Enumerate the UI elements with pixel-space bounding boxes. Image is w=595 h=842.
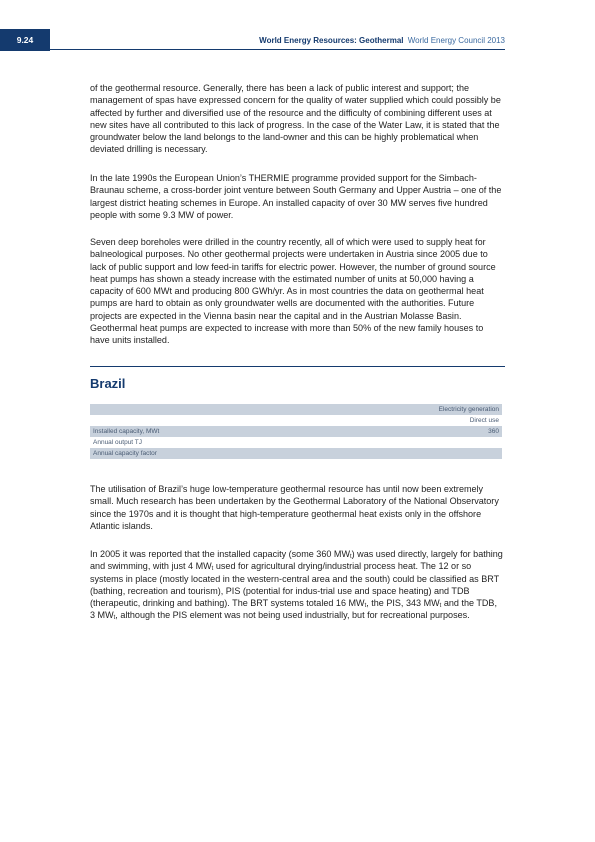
unit-subscript: t: [439, 603, 442, 610]
text-run: , although the PIS element was not being used industrially, but for recreational purposes.: [115, 610, 470, 621]
paragraph: [90, 548, 504, 622]
paragraph: of the geothermal resource. Generally, there has been a lack of public interest and support; the management of spas have expressed concern for the quality of water supplied which could possibly be affected by further and diversified use of the resource and the difficulty of combining different uses at new sites have all contributed to this lack of progress. In the case of the Water Law, it is stated that the groundwater below the land belongs to the land-owner and this can be highly problematical when deviated drilling is necessary.: [90, 83, 501, 155]
text-run: used for agricultural drying/industrial process heat. The 12 or so systems in place (mostly located in the western-central area and the south) could be classified as BRT (bathing, recreation and tourism), PIS (potential for indus-trial use and space heating) and TDB (therapeutic, drinking and bathing). The BRT systems totaled 16 MW: [90, 561, 499, 609]
row-value: [305, 448, 502, 459]
text-run: and the TDB, 3 MW: [90, 598, 497, 621]
paragraph: Seven deep boreholes were drilled in the country recently, all of which were used to supply heat for balneological purposes. No other geothermal projects were undertaken in Austria since 2005 due to lack of public support and low feed-in tariffs for electric power. However, the number of ground source heat pumps has shown a steady increase with the estimated number of units at 50,000 having a capacity of 600 MWt and producing 800 GWh/yr. As in most countries the data on geothermal heat pumps are hard to obtain as only groundwater wells are documented with the authorities. Future projects are expected in the Vienna basin near the capital and in the Austrian Molasse Basin. Geothermal heat pumps are expected to increase with more than 50% of the new family houses to have units installed.: [90, 237, 496, 346]
table-row: [90, 448, 502, 459]
paragraph-boreholes: [90, 236, 504, 347]
paragraph-brazil-capacity: [90, 548, 504, 622]
table-row: [90, 437, 502, 448]
header-section: World Energy Resources: Geothermal: [259, 36, 404, 45]
row-label: [90, 415, 305, 426]
row-value: Electricity generation: [305, 404, 502, 415]
unit-subscript: t: [364, 603, 367, 610]
section-rule: [90, 366, 505, 367]
text-run: ) was used directly, largely for bathing and swimming, with just 4 MW: [90, 549, 503, 572]
row-label: Annual output TJ: [90, 437, 305, 448]
unit-subscript: t: [349, 554, 352, 560]
paragraph: The utilisation of Brazil’s huge low-temperature geothermal resource has until now been extremely small. Much research has been undertaken by the Geothermal Laboratory of the National Observatory since the 1970s and it is thought that high-temperature geothermal heat exists only in the offshore Atlantic islands.: [90, 484, 499, 531]
unit-subscript: t: [113, 615, 116, 622]
row-label: Annual capacity factor: [90, 448, 305, 459]
paragraph-thermie: [90, 172, 504, 221]
row-value: Direct use: [305, 415, 502, 426]
table-row: [90, 415, 502, 426]
page-number-tab: [0, 29, 50, 51]
header-rule: [50, 49, 505, 50]
brazil-data-table: [90, 404, 502, 459]
row-label: Installed capacity, MWt: [90, 426, 305, 437]
page-number: 9.24: [16, 35, 34, 45]
text-run: In 2005 it was reported that the installed capacity (some 360 MW: [90, 549, 350, 559]
paragraph-continuation: [90, 82, 504, 156]
table-row: [90, 426, 502, 437]
row-value: [305, 437, 502, 448]
header-publisher: World Energy Council 2013: [407, 36, 505, 45]
text-run: , the PIS, 343 MW: [366, 598, 440, 609]
table-row: [90, 404, 502, 415]
unit-subscript: t: [211, 566, 214, 573]
running-header: [50, 36, 505, 45]
paragraph: In the late 1990s the European Union’s THERMIE programme provided support for the Simbach-Braunau scheme, a cross-border joint venture between South Germany and Upper Austria – one of the largest district heating schemes in Europe. An installed capacity of over 30 MW serves five hundred people with some 9.3 MW of power.: [90, 173, 502, 220]
section-title: Brazil: [90, 376, 126, 391]
row-label: [90, 404, 305, 415]
paragraph-brazil-intro: [90, 483, 504, 532]
row-value: 360: [305, 426, 502, 437]
